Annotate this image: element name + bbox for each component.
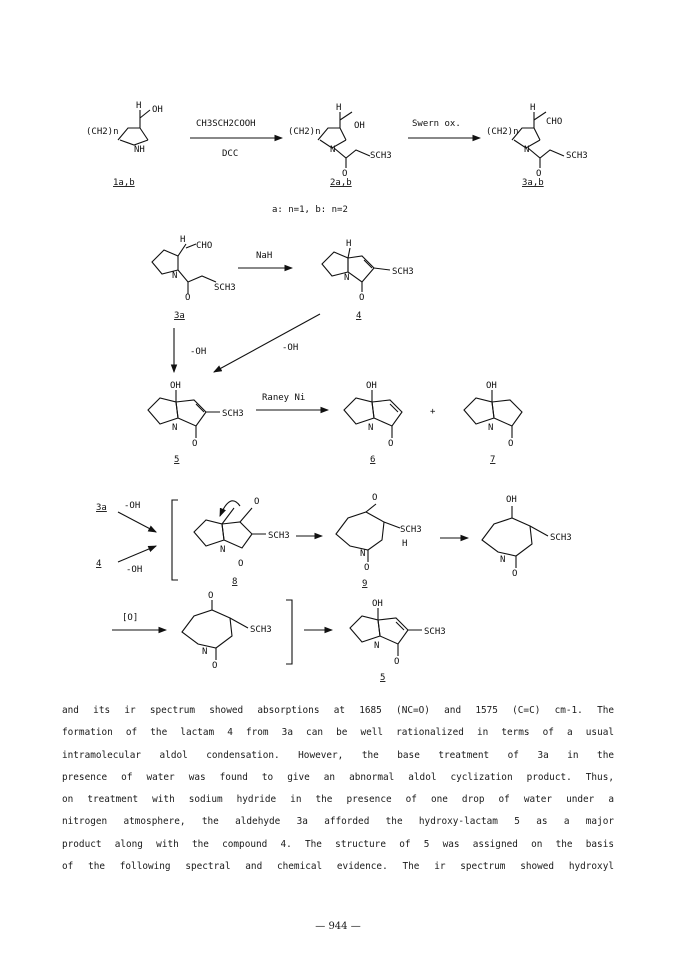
- svg-text:NaH: NaH: [256, 251, 273, 261]
- plus-sign: +: [430, 407, 436, 417]
- svg-text:N: N: [172, 271, 178, 281]
- body-line-6: nitrogen atmosphere, the aldehyde 3a afforded the hydroxy-lactam 5 as a major: [62, 816, 614, 828]
- svg-text:Swern ox.: Swern ox.: [412, 119, 461, 129]
- svg-text:N: N: [524, 145, 530, 155]
- body-line-8: of the following spectral and chemical evidence. The ir spectrum showed hydroxyl: [62, 861, 614, 873]
- oxidation-label: [O]: [122, 613, 139, 623]
- svg-text:H: H: [346, 239, 352, 249]
- svg-text:OH: OH: [372, 599, 383, 609]
- svg-text:O: O: [512, 569, 518, 579]
- compound-3-structure: [486, 103, 588, 179]
- svg-text:O: O: [254, 497, 260, 507]
- svg-text:SCH3: SCH3: [370, 151, 392, 161]
- svg-text:N: N: [344, 273, 350, 283]
- svg-text:N: N: [360, 549, 366, 559]
- svg-text:OH: OH: [366, 381, 377, 391]
- svg-text:N: N: [172, 423, 178, 433]
- compound-product-structure: [482, 495, 572, 579]
- label-5: 5: [174, 455, 180, 465]
- svg-text:O: O: [388, 439, 394, 449]
- compound-1-structure: [86, 101, 163, 155]
- bracket-right: [286, 600, 292, 664]
- label-3a: 3a: [174, 311, 185, 321]
- svg-text:O: O: [208, 591, 214, 601]
- svg-text:O: O: [342, 169, 348, 179]
- svg-text:SCH3: SCH3: [550, 533, 572, 543]
- svg-text:N: N: [368, 423, 374, 433]
- svg-text:H: H: [402, 539, 408, 549]
- label-7: 7: [490, 455, 496, 465]
- svg-text:SCH3: SCH3: [268, 531, 290, 541]
- label-6: 6: [370, 455, 376, 465]
- label-3ab: 3a,b: [522, 178, 544, 188]
- compound-3a-structure: [152, 235, 236, 303]
- svg-text:N: N: [374, 641, 380, 651]
- svg-text:SCH3: SCH3: [214, 283, 236, 293]
- body-line-3: intramolecular aldol condensation. However, the base treatment of 3a in the: [62, 749, 614, 761]
- compound-8-structure: [194, 497, 290, 569]
- svg-text:O: O: [372, 493, 378, 503]
- svg-text:NH: NH: [134, 145, 145, 155]
- compound-5-structure: [148, 381, 244, 449]
- svg-text:O: O: [192, 439, 198, 449]
- svg-text:(CH2)n: (CH2)n: [86, 127, 119, 137]
- svg-text:-OH: -OH: [282, 343, 299, 353]
- svg-text:(CH2)n: (CH2)n: [288, 127, 321, 137]
- label-4-start: 4: [96, 559, 102, 569]
- svg-text:DCC: DCC: [222, 149, 239, 159]
- svg-text:N: N: [330, 145, 336, 155]
- svg-text:SCH3: SCH3: [222, 409, 244, 419]
- svg-text:-OH: -OH: [124, 501, 141, 511]
- svg-text:OH: OH: [354, 121, 365, 131]
- label-5b: 5: [380, 673, 386, 683]
- svg-text:CHO: CHO: [196, 241, 213, 251]
- svg-text:O: O: [185, 293, 191, 303]
- svg-text:SCH3: SCH3: [250, 625, 272, 635]
- svg-text:-OH: -OH: [126, 565, 143, 575]
- compound-6-structure: [344, 381, 402, 449]
- svg-text:O: O: [394, 657, 400, 667]
- compound-4-structure: [322, 239, 414, 303]
- svg-text:SCH3: SCH3: [392, 267, 414, 277]
- svg-text:Raney Ni: Raney Ni: [262, 393, 306, 403]
- label-4: 4: [356, 311, 362, 321]
- svg-text:O: O: [364, 563, 370, 573]
- svg-text:OH: OH: [170, 381, 181, 391]
- svg-text:-OH: -OH: [190, 347, 207, 357]
- svg-text:OH: OH: [506, 495, 517, 505]
- svg-text:N: N: [220, 545, 226, 555]
- svg-text:N: N: [488, 423, 494, 433]
- svg-text:N: N: [500, 555, 506, 565]
- body-line-4: presence of water was found to give an abnormal aldol cyclization product. Thus,: [62, 771, 614, 783]
- svg-text:H: H: [136, 101, 142, 111]
- svg-text:(CH2)n: (CH2)n: [486, 127, 519, 137]
- label-8: 8: [232, 577, 238, 587]
- compound-5b-structure: [350, 599, 446, 667]
- svg-text:CH3SCH2COOH: CH3SCH2COOH: [196, 119, 256, 129]
- svg-text:H: H: [530, 103, 536, 113]
- svg-text:O: O: [536, 169, 542, 179]
- svg-text:N: N: [202, 647, 208, 657]
- body-line-5: on treatment with sodium hydride in the presence of one drop of water under a: [62, 794, 614, 806]
- bracket-left: [172, 500, 178, 580]
- svg-text:H: H: [180, 235, 186, 245]
- compound-2-structure: [288, 103, 392, 179]
- svg-text:O: O: [508, 439, 514, 449]
- svg-text:SCH3: SCH3: [400, 525, 422, 535]
- body-line-1: and its ir spectrum showed absorptions at 1685 (NC=O) and 1575 (C=C) cm-1. The: [62, 705, 614, 716]
- variants-note: a: n=1, b: n=2: [272, 205, 348, 215]
- label-3a-start: 3a: [96, 503, 107, 513]
- label-2ab: 2a,b: [330, 178, 352, 188]
- compound-7-structure: [464, 381, 522, 449]
- page-number: — 944 —: [315, 921, 361, 932]
- body-line-7: product along with the compound 4. The structure of 5 was assigned on the basis: [62, 838, 614, 850]
- label-9: 9: [362, 579, 368, 589]
- label-1ab: 1a,b: [113, 178, 135, 188]
- svg-text:OH: OH: [152, 105, 163, 115]
- svg-text:O: O: [238, 559, 244, 569]
- arrow-diag-oh: [214, 314, 320, 372]
- svg-text:OH: OH: [486, 381, 497, 391]
- svg-text:O: O: [212, 661, 218, 671]
- body-line-2: formation of the lactam 4 from 3a can be well rationalized in terms of a usual: [62, 727, 614, 739]
- svg-text:O: O: [359, 293, 365, 303]
- svg-text:H: H: [336, 103, 342, 113]
- svg-text:CHO: CHO: [546, 117, 563, 127]
- compound-diketone-structure: [182, 591, 272, 671]
- svg-text:SCH3: SCH3: [566, 151, 588, 161]
- compound-9-structure: [336, 493, 422, 573]
- body-paragraph: [62, 700, 614, 878]
- svg-text:SCH3: SCH3: [424, 627, 446, 637]
